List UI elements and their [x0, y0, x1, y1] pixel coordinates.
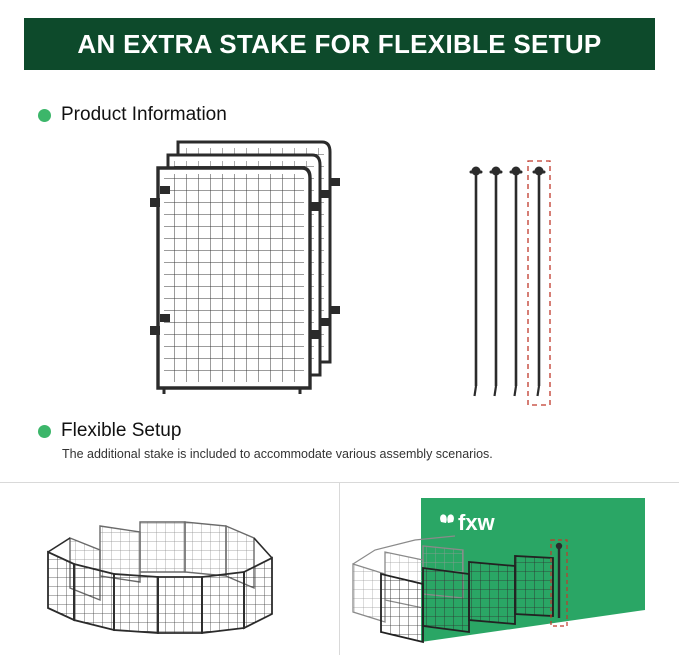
header-banner	[24, 18, 655, 70]
vertical-divider	[339, 482, 340, 655]
stake-4-highlighted	[528, 161, 550, 405]
octagonal-pen-illustration	[30, 496, 320, 641]
section-note: The additional stake is included to accommodate various assembly scenarios.	[62, 447, 493, 461]
stake-3	[511, 167, 521, 397]
section-heading-product-information	[38, 104, 227, 126]
bullet-dot-icon	[38, 425, 51, 438]
section-heading-flexible-setup	[38, 420, 181, 442]
ground-stakes-illustration	[460, 158, 570, 410]
stake-1	[471, 167, 481, 397]
section-label: Product Information	[61, 104, 227, 125]
stacked-wire-fence-panels-illustration	[150, 130, 390, 400]
stake-2	[491, 167, 501, 397]
pen-against-wall-illustration	[345, 490, 675, 650]
section-label: Flexible Setup	[61, 420, 182, 441]
page-title: AN EXTRA STAKE FOR FLEXIBLE SETUP	[77, 28, 602, 59]
bullet-dot-icon	[38, 109, 51, 122]
svg-text:fxw: fxw	[458, 510, 495, 535]
